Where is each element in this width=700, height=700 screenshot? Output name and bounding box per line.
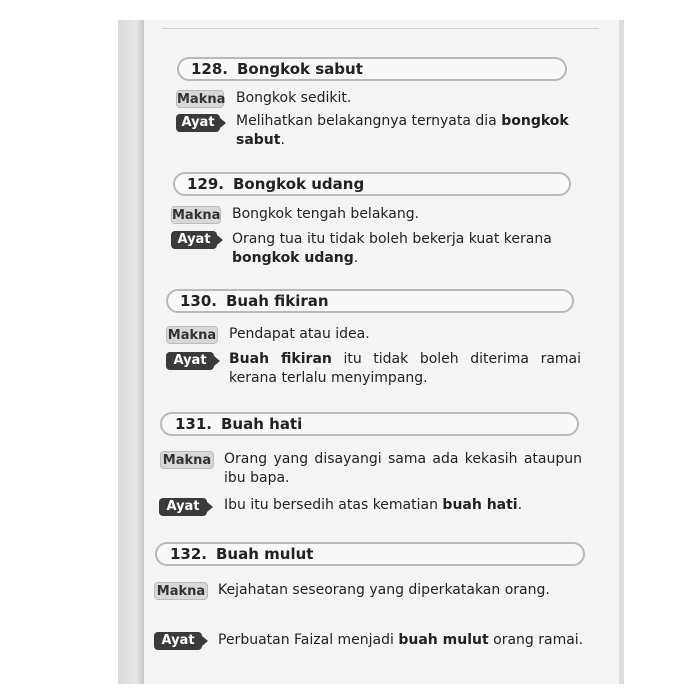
- makna-badge: Makna: [172, 208, 221, 223]
- entry-title: Buah fikiran: [226, 292, 329, 310]
- makna-badge: Makna: [160, 451, 214, 469]
- ayat-segment: Melihatkan belakangnya ternyata dia: [236, 113, 502, 129]
- entry-header: [160, 412, 579, 436]
- ayat-segment: Ibu itu bersedih atas kematian: [224, 497, 443, 513]
- entry-title: Buah mulut: [216, 545, 314, 563]
- ayat-text: [218, 631, 586, 650]
- entry-number: 129.: [187, 175, 225, 193]
- idiom-highlight: bongkok sabut: [236, 113, 569, 148]
- makna-badge: Makna: [177, 92, 226, 107]
- ayat-text: [229, 350, 581, 388]
- idiom-highlight: buah mulut: [398, 632, 489, 648]
- ayat-text: [232, 230, 577, 268]
- makna-badge: Makna: [154, 582, 208, 600]
- ayat-segment: Orang tua itu tidak boleh bekerja kuat kerana: [232, 231, 552, 247]
- ayat-segment: .: [517, 497, 523, 513]
- idiom-highlight: Buah fikiran: [229, 351, 332, 367]
- ayat-segment: .: [280, 132, 285, 148]
- makna-text: Pendapat atau idea.: [229, 326, 370, 342]
- ayat-badge: Ayat: [166, 352, 214, 370]
- ayat-badge: Ayat: [154, 632, 202, 650]
- entry-number: 132.: [170, 545, 208, 563]
- ayat-segment: orang ramai.: [488, 632, 584, 648]
- entry-title: Buah hati: [221, 415, 303, 433]
- makna-text: Orang yang disayangi sama ada kekasih ataupun ibu bapa.: [224, 451, 582, 486]
- entry-title: Bongkok sabut: [237, 60, 363, 78]
- entry-header: [155, 542, 585, 566]
- idiom-highlight: bongkok udang: [232, 250, 354, 266]
- entry-number: 131.: [175, 415, 213, 433]
- page-edge: [619, 20, 624, 684]
- ayat-text: [236, 112, 576, 150]
- makna-text: Kejahatan seseorang yang diperkatakan orang.: [218, 582, 550, 598]
- ayat-segment: .: [353, 250, 359, 266]
- entry-header: [177, 57, 567, 81]
- idiom-highlight: buah hati: [442, 497, 518, 513]
- makna-text: Bongkok sedikit.: [236, 90, 352, 106]
- book-gutter: [118, 20, 144, 684]
- ayat-badge: Ayat: [159, 498, 207, 516]
- entry-number: 128.: [191, 60, 229, 78]
- ayat-badge: Ayat: [176, 114, 220, 132]
- entry-title: Bongkok udang: [233, 175, 365, 193]
- ayat-badge: Ayat: [171, 231, 217, 249]
- entry-number: 130.: [180, 292, 218, 310]
- ayat-segment: itu tidak boleh diterima ramai kerana terlalu menyimpang.: [229, 351, 582, 386]
- makna-text: Bongkok tengah belakang.: [232, 206, 420, 222]
- ayat-segment: Perbuatan Faizal menjadi: [218, 632, 399, 648]
- entry-header: [173, 172, 571, 196]
- makna-badge: Makna: [167, 328, 217, 343]
- ayat-text: [224, 496, 582, 515]
- entry-header: [166, 289, 574, 313]
